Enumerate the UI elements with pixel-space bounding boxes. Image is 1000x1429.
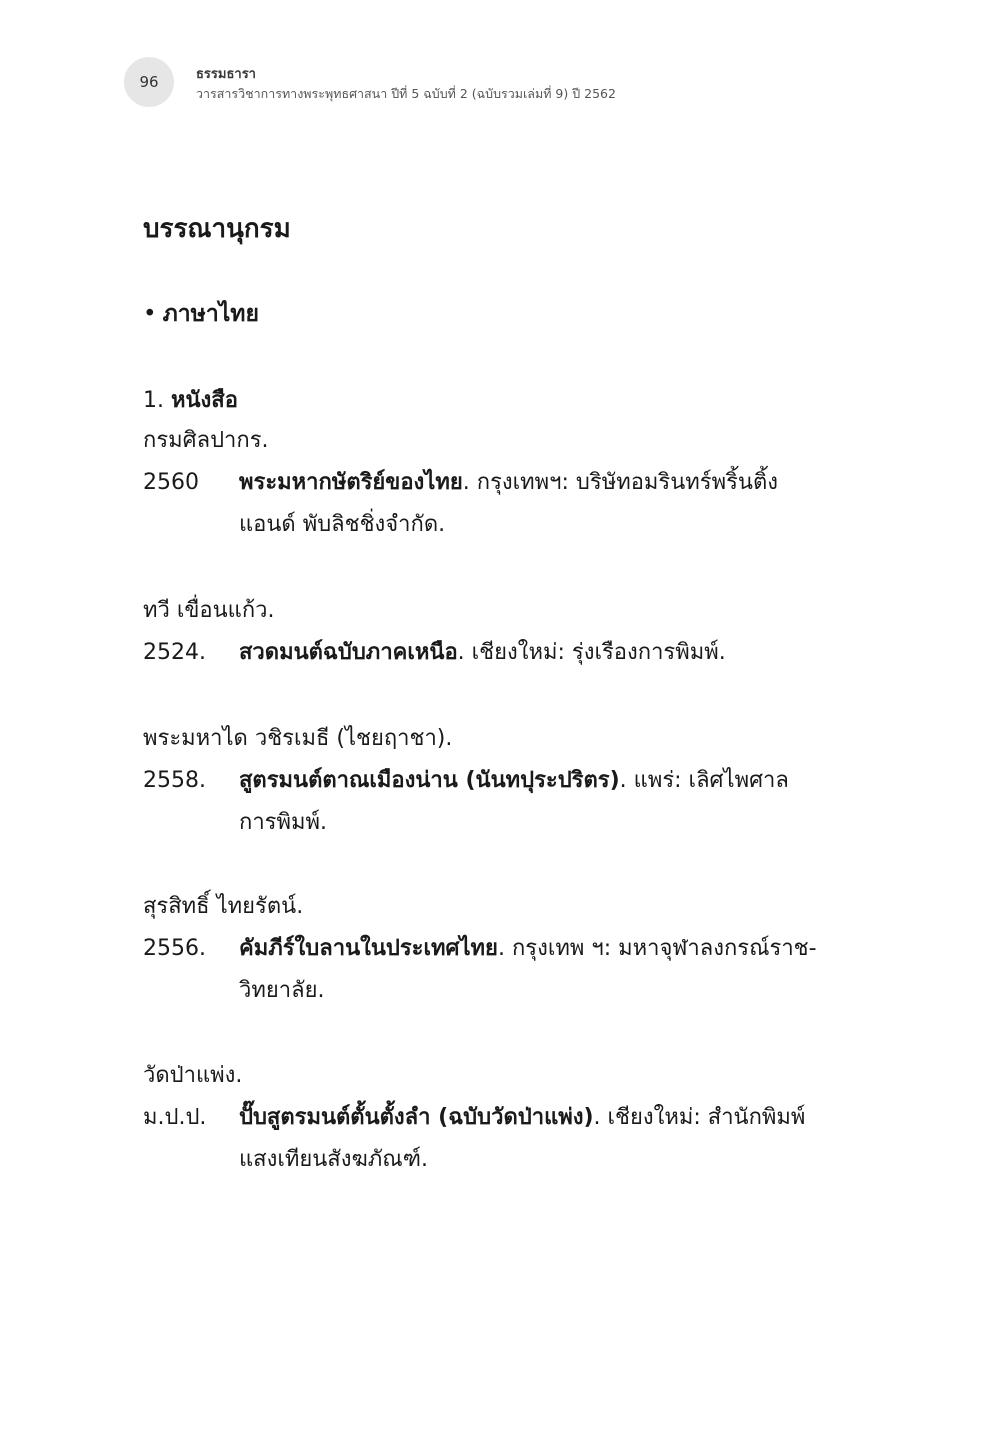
entry-author: สุรสิทธิ์ ไทยรัตน์. [143, 894, 304, 919]
entry-publisher-cont: แสงเทียนสังฆภัณฑ์. [239, 1147, 428, 1172]
entry-publisher: . แพร่: เลิศไพศาล [619, 768, 789, 793]
bibliography-entry [143, 1055, 843, 1181]
entry-publisher-cont: วิทยาลัย. [239, 978, 325, 1003]
language-label: ภาษาไทย [162, 301, 259, 327]
entry-title: พระมหากษัตริย์ของไทย [239, 470, 463, 495]
entry-author: ทวี เขื่อนแก้ว. [143, 598, 275, 623]
entry-year: ม.ป.ป. [143, 1105, 207, 1130]
entry-title: สวดมนต์ฉบับภาคเหนือ [239, 640, 458, 665]
journal-name: ธรรมธารา [196, 67, 256, 82]
entry-year: 2560 [143, 470, 199, 495]
entry-author: พระมหาได วชิรเมธี (ไชยฤาชา). [143, 726, 453, 751]
entry-publisher: . เชียงใหม่: สำนักพิมพ์ [593, 1105, 806, 1130]
entry-title: ปั๊บสูตรมนต์ตั้นตั้งลำ (ฉบับวัดป่าแพ่ง) [239, 1105, 594, 1130]
entry-body [239, 760, 843, 844]
entry-body [239, 928, 843, 1012]
entry-title: คัมภีร์ใบลานในประเทศไทย [239, 936, 498, 961]
journal-subtitle: วารสารวิชาการทางพระพุทธศาสนา ปีที่ 5 ฉบับที่ 2 (ฉบับรวมเล่มที่ 9) ปี 2562 [196, 86, 616, 101]
entry-title: สูตรมนต์ตาณเมืองน่าน (นันทปุระปริตร) [239, 768, 620, 793]
entry-publisher: . กรุงเทพ ฯ: มหาจุฬาลงกรณ์ราช- [497, 936, 817, 961]
entry-author: กรมศิลปากร. [143, 428, 269, 453]
bibliography-entry [143, 718, 843, 844]
bibliography-title: บรรณานุกรม [143, 214, 291, 244]
entry-publisher: . กรุงเทพฯ: บริษัทอมรินทร์พริ้นติ้ง [462, 470, 778, 495]
section-number: 1. [143, 388, 164, 413]
entry-publisher-cont: การพิมพ์. [239, 810, 327, 835]
language-heading [143, 296, 259, 332]
entry-author: วัดป่าแพ่ง. [143, 1063, 243, 1088]
bibliography-entry [143, 590, 843, 674]
page-number-badge: 96 [124, 57, 174, 107]
section-label: หนังสือ [171, 388, 238, 413]
entry-year: 2524. [143, 640, 206, 665]
bibliography-entry [143, 420, 843, 546]
entry-body [239, 632, 843, 674]
bullet-marker: • [143, 301, 157, 327]
entry-publisher-cont: แอนด์ พับลิชชิ่งจำกัด. [239, 512, 446, 537]
bibliography-entry [143, 886, 843, 1012]
entry-body [239, 462, 843, 546]
entry-year: 2558. [143, 768, 206, 793]
section-heading [143, 382, 238, 417]
entry-year: 2556. [143, 936, 206, 961]
entry-publisher: . เชียงใหม่: รุ่งเรืองการพิมพ์. [457, 640, 726, 665]
entry-body [239, 1097, 843, 1181]
